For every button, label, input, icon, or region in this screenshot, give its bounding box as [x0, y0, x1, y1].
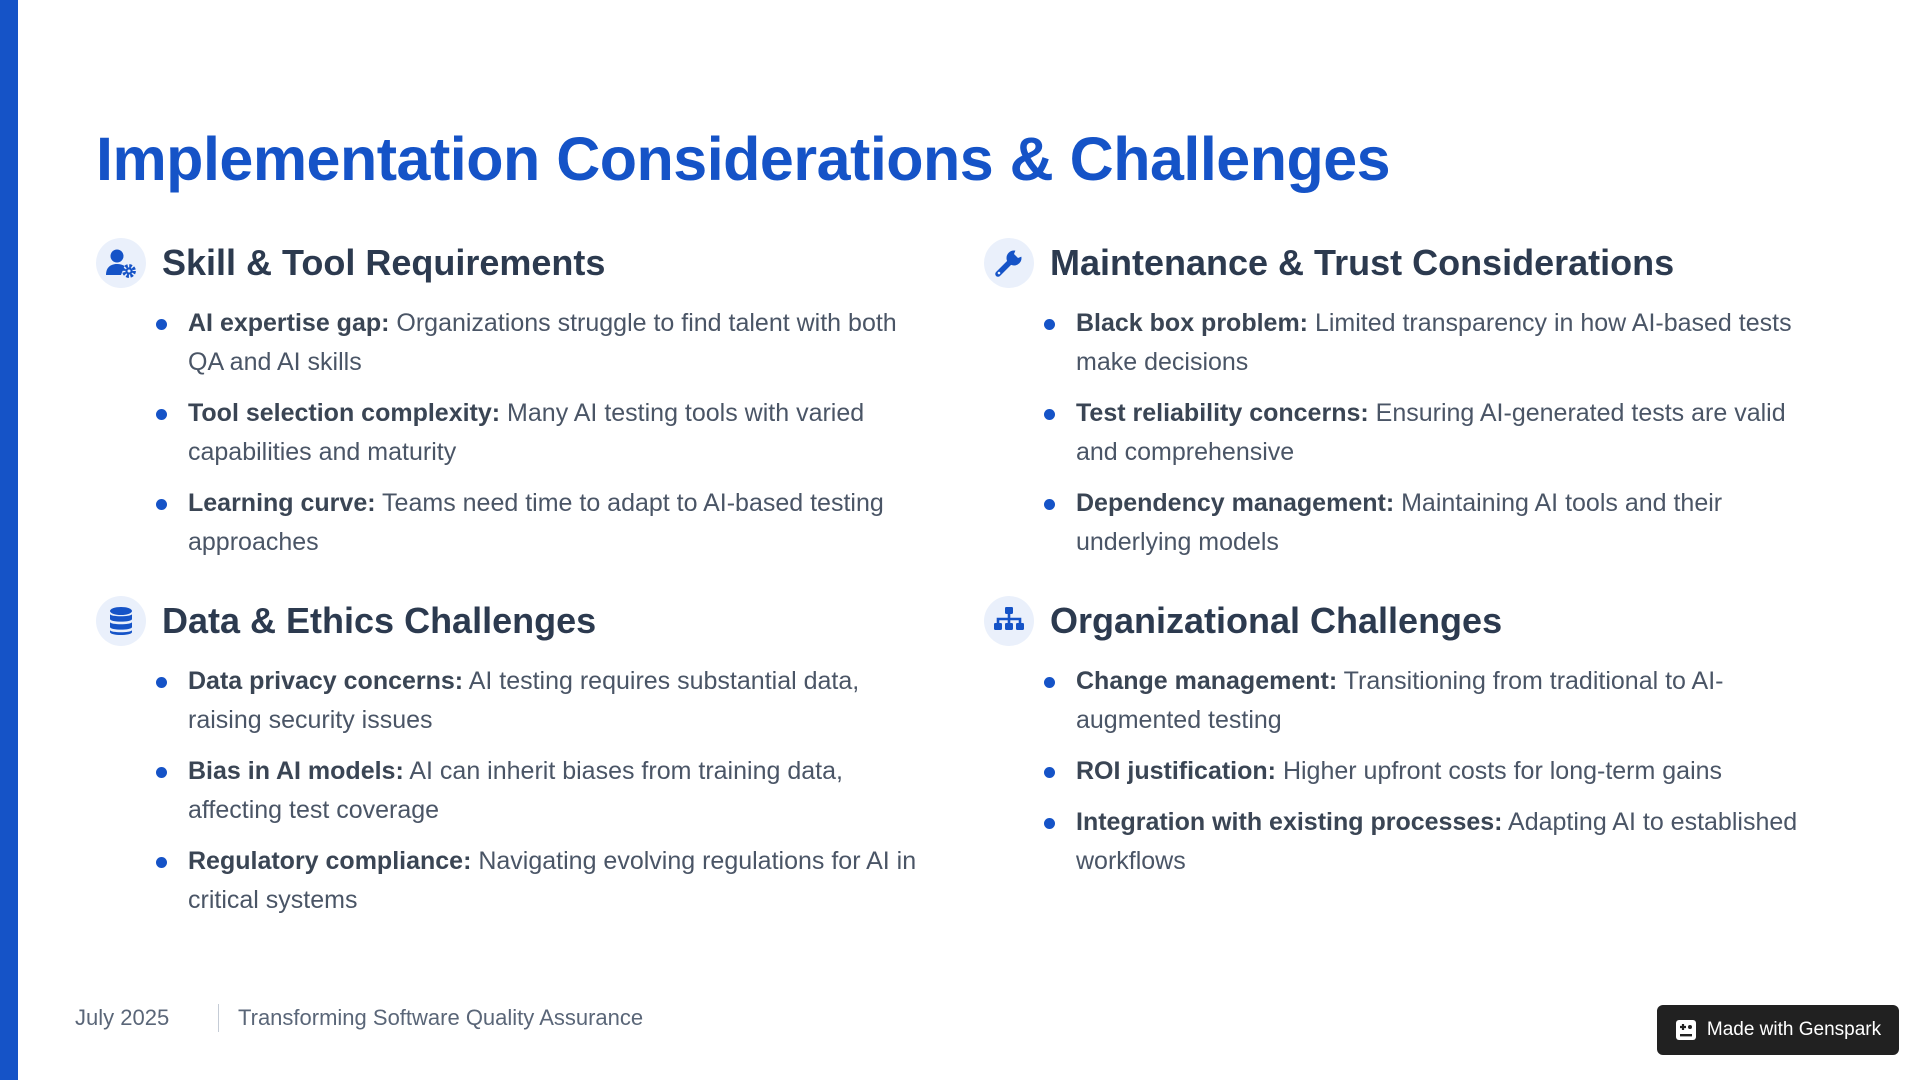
- bullet-item: [1044, 394, 1824, 472]
- sitemap-icon: [984, 596, 1034, 646]
- section-header: [96, 236, 936, 290]
- bullet-term: Data privacy concerns:: [188, 667, 464, 695]
- section-maintenance-trust: [984, 236, 1824, 574]
- bullet-text: Ensuring AI-generated tests are valid and comprehensive: [1076, 399, 1786, 466]
- bullet-text: Many AI testing tools with varied capabilities and maturity: [188, 399, 865, 466]
- bullet-item: [156, 484, 936, 562]
- badge-label: Made with Genspark: [1706, 1019, 1882, 1040]
- bullet-term: Regulatory compliance:: [188, 847, 472, 875]
- bullet-list: [984, 304, 1824, 562]
- bullet-item: [156, 752, 936, 830]
- bullet-text: Maintaining AI tools and their underlying models: [1076, 489, 1723, 556]
- footer-subtitle: Transforming Software Quality Assurance: [238, 1005, 644, 1030]
- section-title: Skill & Tool Requirements: [162, 242, 606, 283]
- accent-bar: [0, 0, 18, 1080]
- bullet-text: AI can inherit biases from training data, affecting test coverage: [188, 757, 843, 824]
- section-organizational: [984, 594, 1824, 893]
- bullet-list: [96, 662, 936, 920]
- bullet-text: Adapting AI to established workflows: [1076, 808, 1798, 875]
- bullet-term: Learning curve:: [188, 489, 376, 517]
- section-data-ethics: [96, 594, 936, 932]
- section-header: [96, 594, 936, 648]
- section-skill-tool-requirements: [96, 236, 936, 574]
- bullet-item: [1044, 803, 1824, 881]
- bullet-item: [1044, 484, 1824, 562]
- bullet-item: [156, 304, 936, 382]
- section-header: [984, 594, 1824, 648]
- section-title: Data & Ethics Challenges: [162, 600, 597, 641]
- bullet-item: [156, 842, 936, 920]
- bullet-term: Dependency management:: [1076, 489, 1395, 517]
- section-title: Organizational Challenges: [1050, 600, 1503, 641]
- bullet-item: [156, 662, 936, 740]
- slide-title: Implementation Considerations & Challenges: [96, 125, 1391, 193]
- made-with-genspark-badge[interactable]: [1657, 1005, 1899, 1055]
- bullet-text: Limited transparency in how AI-based tests make decisions: [1076, 309, 1792, 376]
- bullet-term: Tool selection complexity:: [188, 399, 501, 427]
- bullet-text: Transitioning from traditional to AI-augmented testing: [1076, 667, 1724, 734]
- bullet-term: Change management:: [1076, 667, 1338, 695]
- bullet-term: Test reliability concerns:: [1076, 399, 1369, 427]
- bullet-text: Navigating evolving regulations for AI in critical systems: [188, 847, 917, 914]
- bullet-text: Organizations struggle to find talent with both QA and AI skills: [188, 309, 897, 376]
- database-icon: [96, 596, 146, 646]
- bullet-item: [156, 394, 936, 472]
- footer-date: July 2025: [75, 1005, 170, 1030]
- bullet-list: [984, 662, 1824, 881]
- bullet-term: Bias in AI models:: [188, 757, 404, 785]
- wrench-icon: [984, 238, 1034, 288]
- bullet-text: AI testing requires substantial data, raising security issues: [188, 667, 860, 734]
- bullet-list: [96, 304, 936, 562]
- bullet-term: AI expertise gap:: [188, 309, 390, 337]
- bullet-text: Higher upfront costs for long-term gains: [1276, 757, 1723, 785]
- bullet-term: Integration with existing processes:: [1076, 808, 1503, 836]
- bullet-term: Black box problem:: [1076, 309, 1308, 337]
- bullet-text: Teams need time to adapt to AI-based testing approaches: [188, 489, 884, 556]
- bullet-item: [1044, 662, 1824, 740]
- bullet-item: [1044, 752, 1824, 791]
- section-header: [984, 236, 1824, 290]
- bullet-item: [1044, 304, 1824, 382]
- bullet-term: ROI justification:: [1076, 757, 1276, 785]
- section-title: Maintenance & Trust Considerations: [1050, 242, 1675, 283]
- footer-divider: [218, 1004, 219, 1032]
- genspark-icon: [1675, 1019, 1697, 1041]
- user-gear-icon: [96, 238, 146, 288]
